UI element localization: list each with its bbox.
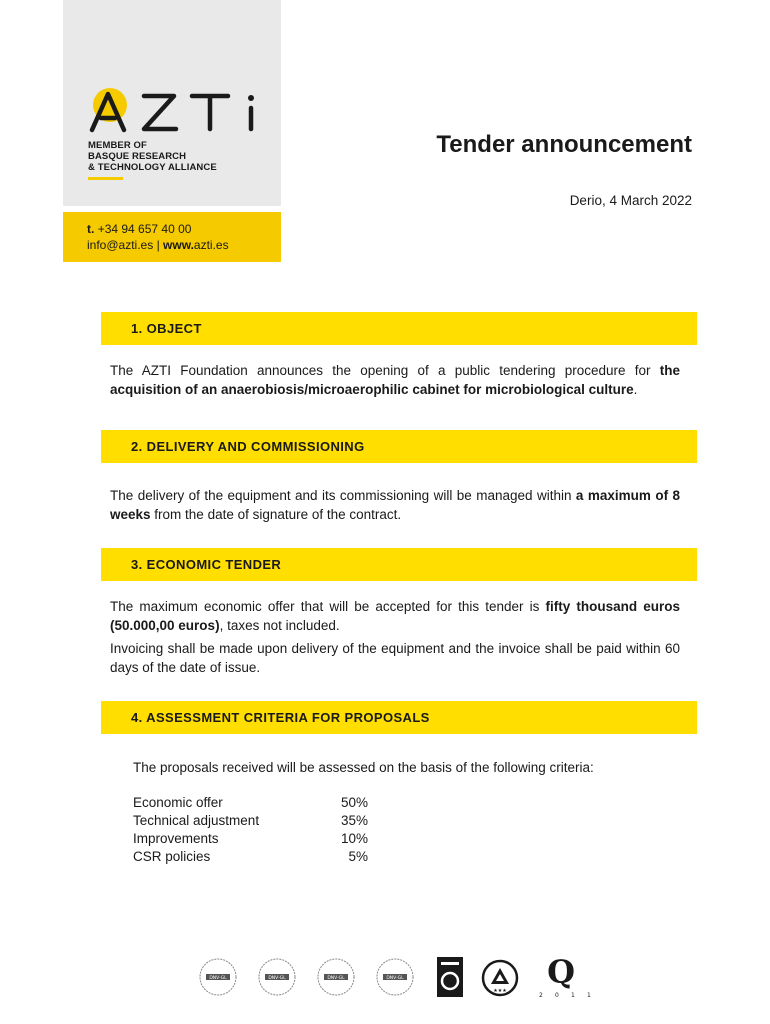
page-title: Tender announcement — [436, 131, 692, 158]
contact-phone: t. +34 94 657 40 00 — [87, 222, 192, 236]
criteria-list — [133, 794, 368, 866]
dnv-certification-icon — [375, 957, 415, 997]
section-delivery-header: 2. DELIVERY AND COMMISSIONING — [101, 430, 697, 463]
section-economic-header: 3. ECONOMIC TENDER — [101, 548, 697, 581]
svg-text:DNV·GL: DNV·GL — [209, 976, 227, 981]
svg-text:1: 1 — [571, 992, 575, 999]
contact-email[interactable]: info@azti.es — [87, 238, 154, 252]
section-object-header: 1. OBJECT — [101, 312, 697, 345]
criteria-row: CSR policies 5% — [133, 849, 368, 864]
document-date: Derio, 4 March 2022 — [569, 193, 692, 208]
svg-text:★★★: ★★★ — [493, 988, 507, 994]
alliance-tagline: MEMBER OF BASQUE RESEARCH & TECHNOLOGY ALLIANCE — [88, 140, 217, 173]
logo-underline — [88, 177, 123, 180]
dnv-certification-icon — [257, 957, 297, 997]
certification-logos — [195, 955, 595, 1000]
q-quality-badge-icon — [533, 955, 595, 1000]
award-badge-icon — [437, 957, 463, 997]
contact-website[interactable]: www.azti.es — [163, 238, 229, 252]
dnv-certification-icon — [198, 957, 238, 997]
section-economic-invoice-text: Invoicing shall be made upon delivery of the equipment and the invoice shall be paid within 60 days of the date of issue. — [110, 641, 680, 675]
section-delivery-text: The delivery of the equipment and its commissioning will be managed within a maximum of 8 weeks from the date of signature of the contract. — [110, 488, 681, 522]
criteria-row: Economic offer 50% — [133, 795, 368, 810]
criteria-row: Technical adjustment 35% — [133, 813, 368, 828]
contact-panel — [63, 212, 281, 262]
svg-text:0: 0 — [555, 992, 559, 999]
azti-logo — [88, 82, 263, 137]
criteria-row: Improvements 10% — [133, 831, 368, 846]
svg-text:Q: Q — [547, 955, 575, 991]
section-object-text: The AZTI Foundation announces the opening of a public tendering procedure for the acquisition of an anaerobiosis/microaerophilic cabinet for microbiological culture. — [110, 363, 680, 397]
section-assessment-header: 4. ASSESSMENT CRITERIA FOR PROPOSALS — [101, 701, 697, 734]
contact-web: info@azti.es | www.azti.es — [87, 238, 229, 252]
section-economic-text: The maximum economic offer that will be accepted for this tender is fifty thousand euros (50.000,00 euros), taxes not included. — [110, 599, 680, 633]
assessment-intro: The proposals received will be assessed on the basis of the following criteria: — [133, 760, 594, 775]
svg-text:2: 2 — [539, 992, 543, 999]
svg-text:DNV·GL: DNV·GL — [386, 976, 404, 981]
svg-text:DNV·GL: DNV·GL — [327, 976, 345, 981]
dnv-certification-icon — [316, 957, 356, 997]
svg-text:1: 1 — [587, 992, 591, 999]
svg-text:DNV·GL: DNV·GL — [268, 976, 286, 981]
quality-a-badge-icon — [481, 959, 519, 997]
